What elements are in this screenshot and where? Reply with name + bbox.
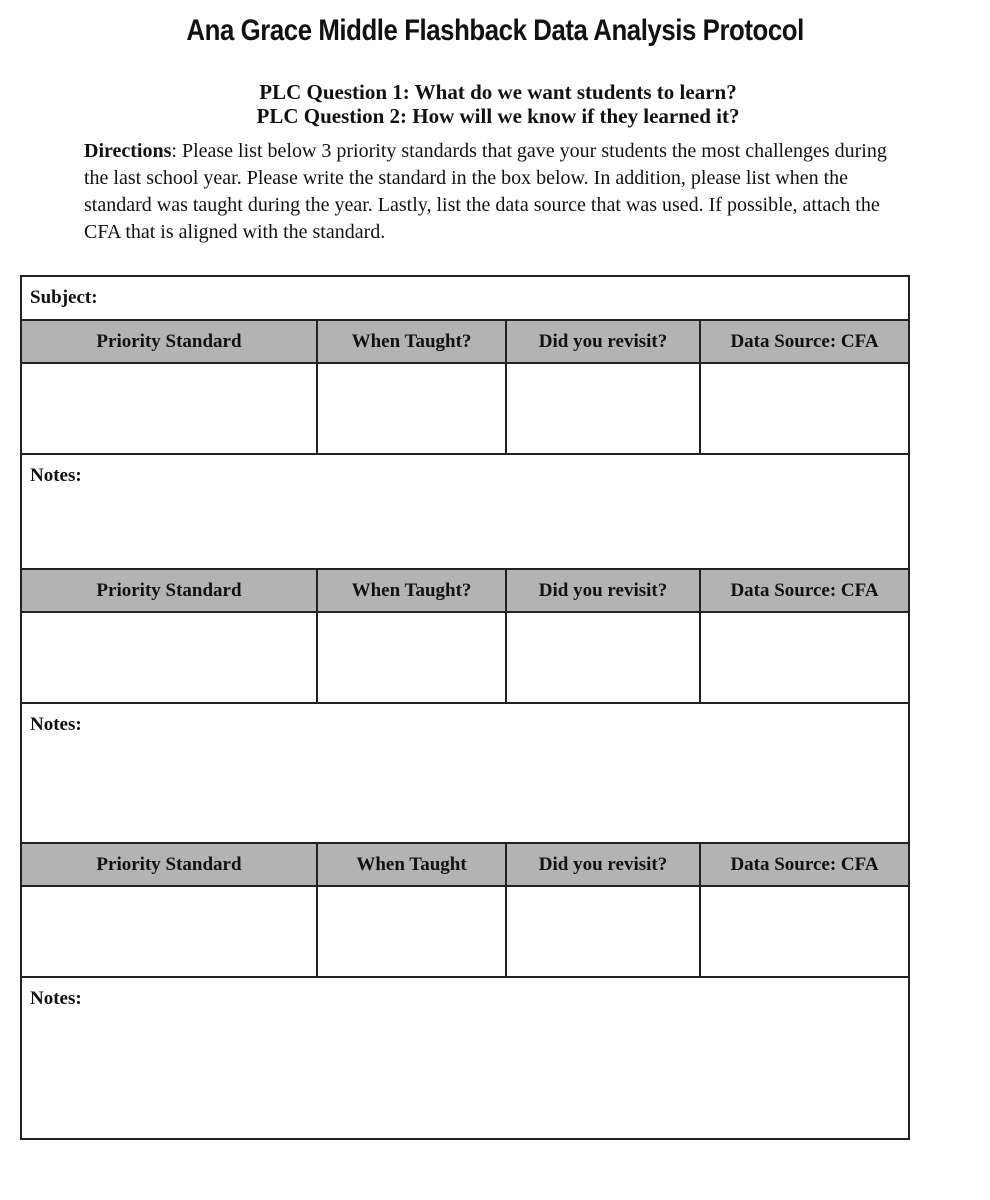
data-source-cell[interactable]: [701, 887, 908, 976]
when-taught-header: When Taught?: [318, 570, 507, 611]
priority-standard-cell[interactable]: [22, 613, 318, 702]
data-source-cell[interactable]: [701, 613, 908, 702]
notes-label: Notes:: [30, 988, 82, 1009]
entry-row: [22, 887, 908, 978]
data-source-header: Data Source: CFA: [730, 330, 879, 352]
directions-paragraph: [84, 138, 914, 246]
header-row: [22, 321, 908, 364]
data-source-header: Data Source: CFA: [730, 853, 879, 875]
plc-question-2: PLC Question 2: How will we know if they learned it?: [256, 104, 740, 128]
priority-standard-header: Priority Standard: [22, 570, 318, 611]
data-source-cell[interactable]: [701, 364, 908, 453]
notes-label: Notes:: [30, 714, 82, 735]
priority-standard-cell[interactable]: [22, 887, 318, 976]
notes-label: Notes:: [30, 465, 82, 486]
data-source-header: Data Source: CFA: [730, 579, 879, 601]
header-row: [22, 844, 908, 887]
when-taught-header: When Taught: [318, 844, 507, 885]
when-taught-header: When Taught?: [318, 321, 507, 362]
did-you-revisit-header: Did you revisit?: [507, 321, 701, 362]
page-title: Ana Grace Middle Flashback Data Analysis Protocol: [186, 14, 804, 47]
when-taught-cell[interactable]: [318, 887, 507, 976]
header-row: [22, 570, 908, 613]
entry-row: [22, 613, 908, 704]
plc-question-1: PLC Question 1: What do we want students to learn?: [259, 80, 737, 104]
notes-row[interactable]: [22, 455, 908, 570]
priority-standard-header: Priority Standard: [22, 844, 318, 885]
notes-row[interactable]: [22, 978, 908, 1138]
subject-label: Subject:: [30, 287, 98, 308]
did-you-revisit-cell[interactable]: [507, 364, 701, 453]
notes-row[interactable]: [22, 704, 908, 844]
did-you-revisit-cell[interactable]: [507, 613, 701, 702]
directions-text: : Please list below 3 priority standards that gave your students the most challenges during the last school year. Please write the standard in the box below. In addition, please list when the standard was taught during the year. Lastly, list the data source that was used. If possible, attach the CFA that is aligned with the standard.: [84, 140, 887, 243]
did-you-revisit-header: Did you revisit?: [507, 570, 701, 611]
subject-row[interactable]: [22, 277, 908, 321]
directions-label: Directions: [84, 140, 172, 162]
when-taught-cell[interactable]: [318, 364, 507, 453]
did-you-revisit-header: Did you revisit?: [507, 844, 701, 885]
priority-standard-cell[interactable]: [22, 364, 318, 453]
protocol-form: [20, 275, 910, 1140]
did-you-revisit-cell[interactable]: [507, 887, 701, 976]
when-taught-cell[interactable]: [318, 613, 507, 702]
priority-standard-header: Priority Standard: [22, 321, 318, 362]
entry-row: [22, 364, 908, 455]
